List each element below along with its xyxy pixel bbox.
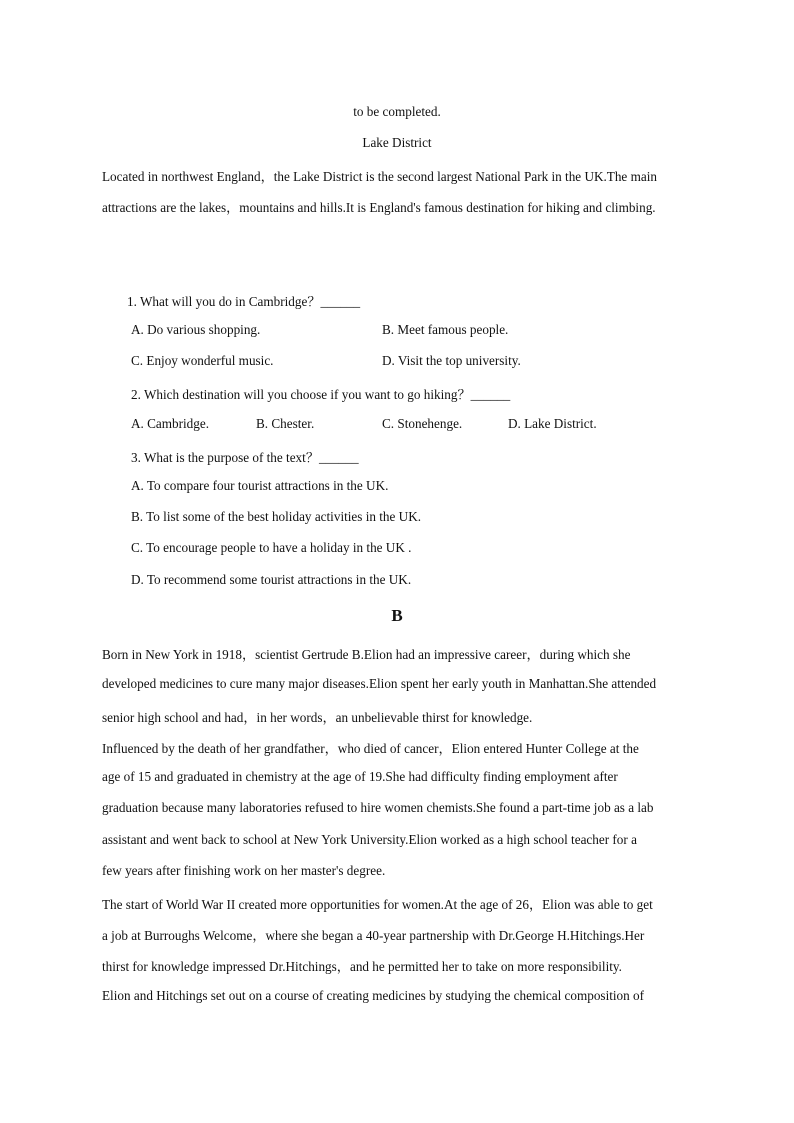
question-3-stem: 3. What is the purpose of the text？______ (131, 450, 359, 465)
section-b-line: Born in New York in 1918，scientist Gertrude B.Elion had an impressive career，during which she (102, 647, 631, 662)
section-b-line: thirst for knowledge impressed Dr.Hitchings，and he permitted her to take on more responsibility. (102, 959, 622, 974)
question-2-option-b[interactable]: B. Chester. (256, 416, 315, 431)
continuation-text: to be completed. (353, 104, 441, 119)
question-2-stem: 2. Which destination will you choose if you want to go hiking？______ (131, 387, 511, 402)
section-b-line: age of 15 and graduated in chemistry at the age of 19.She had difficulty finding employment after (102, 769, 618, 784)
question-1-option-d[interactable]: D. Visit the top university. (382, 353, 521, 368)
question-2-option-a[interactable]: A. Cambridge. (131, 416, 210, 431)
question-2-option-c[interactable]: C. Stonehenge. (382, 416, 463, 431)
question-1-option-b[interactable]: B. Meet famous people. (382, 322, 509, 337)
section-b-line: a job at Burroughs Welcome，where she began a 40-year partnership with Dr.George H.Hitchings.Her (102, 928, 645, 943)
section-b-line: assistant and went back to school at New York University.Elion worked as a high school teacher for a (102, 832, 637, 847)
question-1-option-a[interactable]: A. Do various shopping. (131, 322, 261, 337)
section-b-line: graduation because many laboratories refused to hire women chemists.She found a part-time job as a lab (102, 800, 654, 815)
section-title: Lake District (362, 135, 432, 150)
section-b-line: Influenced by the death of her grandfather，who died of cancer，Elion entered Hunter College at the (102, 741, 639, 756)
section-b-line: Elion and Hitchings set out on a course of creating medicines by studying the chemical composition of (102, 988, 645, 1003)
question-1-stem: 1. What will you do in Cambridge？______ (127, 294, 361, 309)
question-3-option-c[interactable]: C. To encourage people to have a holiday in the UK . (131, 540, 412, 555)
question-3-option-b[interactable]: B. To list some of the best holiday activities in the UK. (131, 509, 422, 524)
question-3-option-a[interactable]: A. To compare four tourist attractions in the UK. (131, 478, 389, 493)
section-b-line: few years after finishing work on her master's degree. (102, 863, 386, 878)
section-b-line: The start of World War II created more opportunities for women.At the age of 26，Elion was able to get (102, 897, 653, 912)
section-b-heading: B (391, 606, 403, 625)
paragraph-line: Located in northwest England，the Lake District is the second largest National Park in the UK.The main (102, 169, 657, 184)
section-b-line: developed medicines to cure many major diseases.Elion spent her early youth in Manhattan.She attended (102, 676, 657, 691)
question-3-option-d[interactable]: D. To recommend some tourist attractions in the UK. (131, 572, 412, 587)
paragraph-line: attractions are the lakes，mountains and hills.It is England's famous destination for hiking and climbing. (102, 200, 656, 215)
question-1-option-c[interactable]: C. Enjoy wonderful music. (131, 353, 274, 368)
question-2-option-d[interactable]: D. Lake District. (508, 416, 597, 431)
section-b-line: senior high school and had，in her words，an unbelievable thirst for knowledge. (102, 710, 533, 725)
